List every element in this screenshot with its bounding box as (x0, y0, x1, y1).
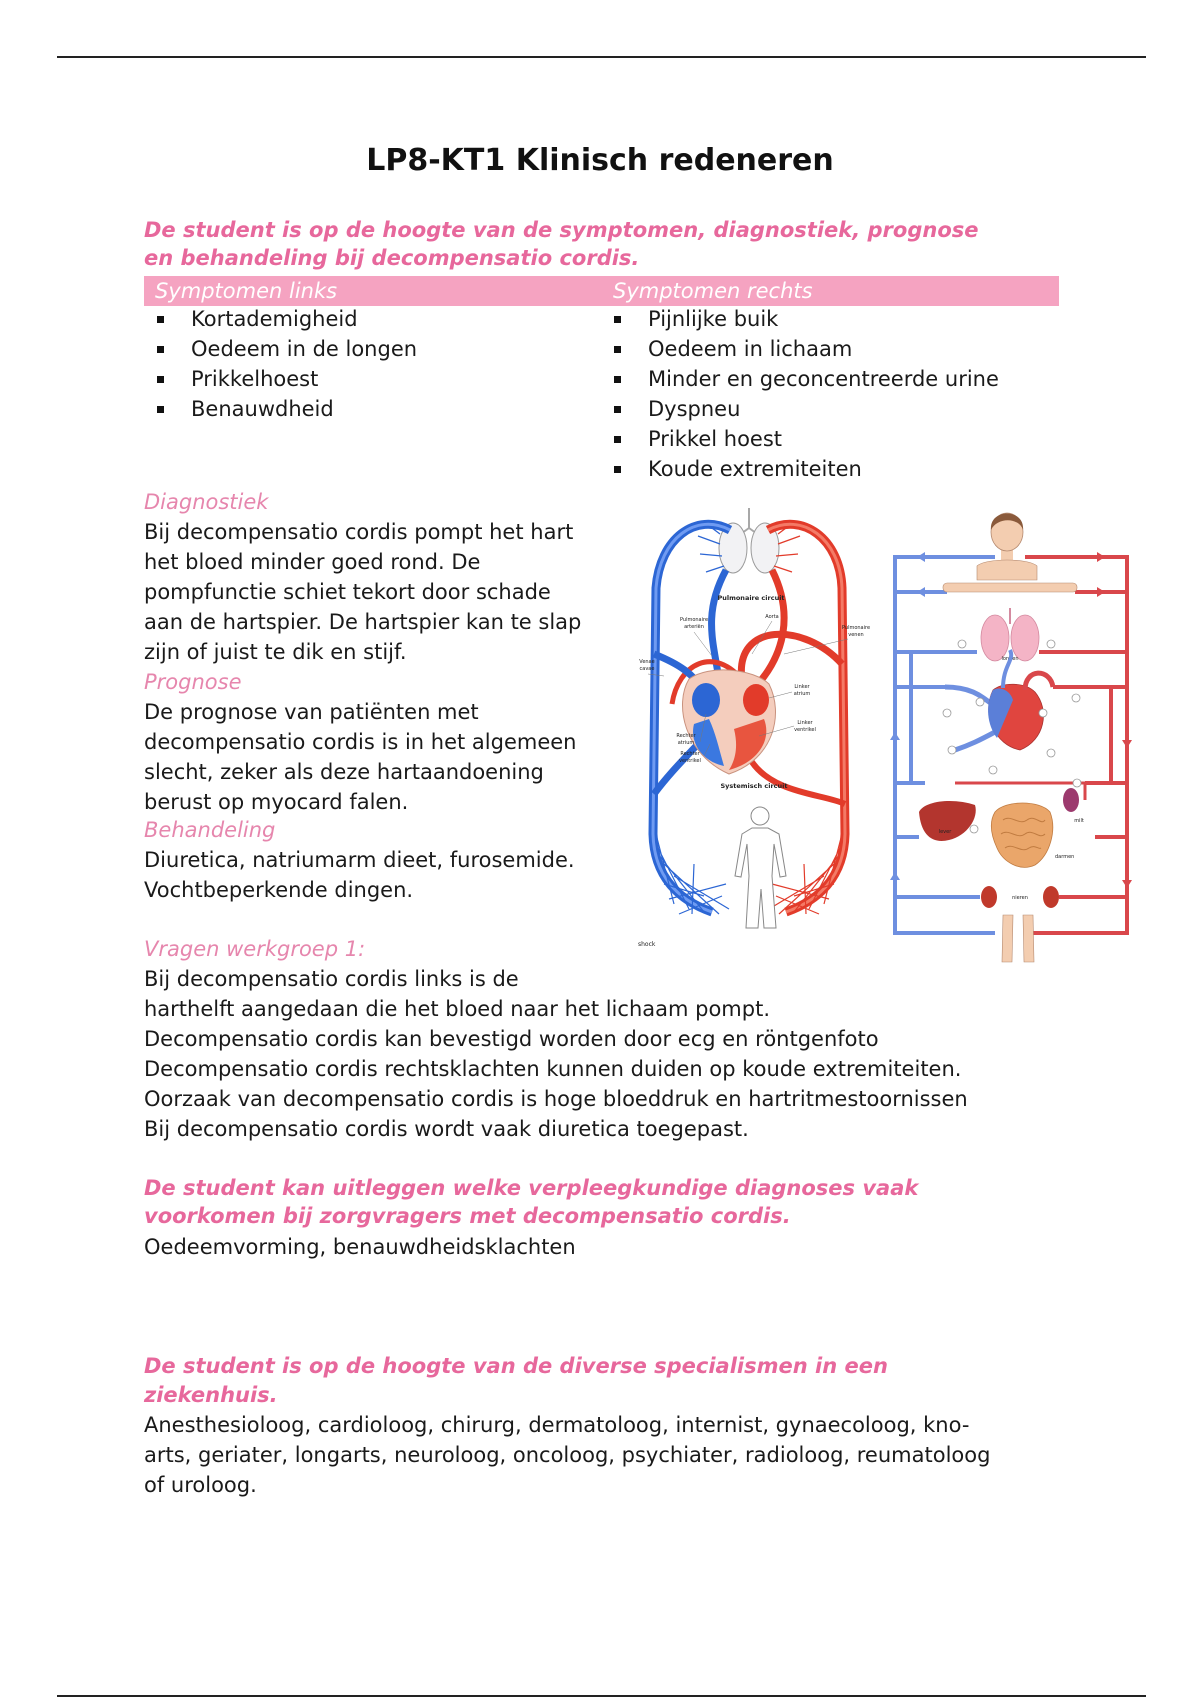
paragraph-line: Bij decompensatio cordis links is de (144, 967, 519, 991)
bullet-icon (614, 376, 621, 383)
bullet-icon (614, 406, 621, 413)
symptoms-header-bar (144, 276, 1059, 306)
section-heading-line: De student is op de hoogte van de diverse specialismen in een (144, 1354, 888, 1378)
paragraph-line: of uroloog. (144, 1473, 257, 1497)
bullet-icon (157, 406, 164, 413)
list-item (157, 334, 417, 364)
organ-label: longen (1001, 656, 1019, 662)
image-credit: shock (638, 941, 656, 948)
subheading: Prognose (144, 670, 242, 694)
section-heading-line: De student kan uitleggen welke verpleegkundige diagnoses vaak (144, 1176, 919, 1200)
diagnostiek-section (144, 487, 581, 667)
page-title: LP8-KT1 Klinisch redeneren (366, 143, 834, 178)
header-rule (57, 56, 1146, 58)
organ-circulation-diagram (885, 500, 1140, 970)
list-item (614, 334, 999, 364)
subheading: Diagnostiek (144, 490, 269, 514)
section-body (144, 1232, 576, 1262)
list-item (157, 304, 417, 334)
symptoms-left-list (157, 304, 417, 424)
diagram-label: ventrikel (794, 727, 816, 733)
diagram-label: Venae (639, 659, 655, 665)
paragraph-line: Bij decompensatio cordis wordt vaak diuretica toegepast. (144, 1117, 749, 1141)
list-item-text: Oedeem in lichaam (648, 337, 853, 361)
list-item (614, 394, 999, 424)
symptoms-right-list (614, 304, 999, 484)
bullet-icon (157, 376, 164, 383)
section-heading (144, 216, 979, 272)
list-item (614, 424, 999, 454)
bullet-icon (614, 346, 621, 353)
section-heading-line: voorkomen bij zorgvragers met decompensatio cordis. (144, 1204, 791, 1228)
paragraph-line: harthelft aangedaan die het bloed naar het lichaam pompt. (144, 997, 770, 1021)
paragraph-line: berust op myocard falen. (144, 790, 409, 814)
diagram-label: Systemisch circuit (720, 782, 788, 790)
human-figure (735, 807, 786, 928)
list-item-text: Prikkelhoest (191, 367, 319, 391)
list-item (614, 304, 999, 334)
circulation-diagram (634, 504, 879, 954)
bullet-icon (157, 346, 164, 353)
paragraph-line: Oedeemvorming, benauwdheidsklachten (144, 1235, 576, 1259)
diagram-label: Linker (797, 720, 813, 726)
organ-label: darmen (1055, 854, 1075, 860)
list-item-text: Minder en geconcentreerde urine (648, 367, 999, 391)
paragraph-line: Vochtbeperkende dingen. (144, 878, 414, 902)
organ-label: nieren (1012, 895, 1028, 901)
list-item-text: Dyspneu (648, 397, 741, 421)
section-body (144, 1410, 990, 1500)
subheading: Behandeling (144, 818, 276, 842)
paragraph-line: het bloed minder goed rond. De (144, 550, 481, 574)
diagram-label: atrium (677, 740, 695, 746)
prognose-section (144, 667, 576, 817)
diagram-label: atrium (793, 691, 811, 697)
list-item-text: Prikkel hoest (648, 427, 783, 451)
diagram-label: Rechter (680, 751, 700, 757)
paragraph-line: Decompensatio cordis kan bevestigd worden door ecg en röntgenfoto (144, 1027, 879, 1051)
section-heading-line: De student is op de hoogte van de symptomen, diagnostiek, prognose (144, 218, 979, 242)
list-item-text: Koude extremiteiten (648, 457, 862, 481)
paragraph-line: Anesthesioloog, cardioloog, chirurg, dermatoloog, internist, gynaecoloog, kno- (144, 1413, 970, 1437)
paragraph-line: Decompensatio cordis rechtsklachten kunnen duiden op koude extremiteiten. (144, 1057, 962, 1081)
behandeling-section (144, 815, 575, 905)
bullet-icon (157, 316, 164, 323)
paragraph-line: Diuretica, natriumarm dieet, furosemide. (144, 848, 575, 872)
diagram-label: arteriën (684, 624, 704, 630)
section-heading (144, 1174, 918, 1230)
capillary-network (698, 522, 800, 572)
section-heading (144, 1352, 888, 1410)
diagram-label: Pulmonaire (841, 625, 871, 631)
paragraph-line: Bij decompensatio cordis pompt het hart (144, 520, 574, 544)
paragraph-line: slecht, zeker als deze hartaandoening (144, 760, 544, 784)
spleen-illustration (1063, 788, 1079, 812)
paragraph-line: pompfunctie schiet tekort door schade (144, 580, 551, 604)
subheading: Vragen werkgroep 1: (144, 937, 366, 961)
paragraph-line: zijn of juist te dik en stijf. (144, 640, 407, 664)
list-item (157, 394, 417, 424)
lungs-illustration (719, 508, 779, 573)
list-item (614, 364, 999, 394)
list-item-text: Kortademigheid (191, 307, 358, 331)
list-item (614, 454, 999, 484)
footer-rule (57, 1695, 1146, 1697)
list-item (157, 364, 417, 394)
diagram-label: Rechter (676, 733, 696, 739)
bullet-icon (614, 466, 621, 473)
paragraph-line: De prognose van patiënten met (144, 700, 479, 724)
paragraph-line: arts, geriater, longarts, neuroloog, oncoloog, psychiater, radioloog, reumatoloog (144, 1443, 991, 1467)
list-item-text: Oedeem in de longen (191, 337, 418, 361)
diagram-label: Linker (794, 684, 810, 690)
symptoms-right-header: Symptomen rechts (613, 279, 813, 303)
organ-label: milt (1074, 818, 1084, 824)
symptoms-left-header: Symptomen links (155, 279, 338, 303)
diagram-label: cavae (639, 666, 655, 672)
section-heading-line: ziekenhuis. (144, 1383, 278, 1407)
organ-label: lever (938, 829, 952, 835)
diagram-label: Aorta (765, 614, 779, 620)
intestines-illustration (991, 803, 1052, 867)
diagram-label: venen (848, 632, 864, 638)
diagram-label: Pulmonaire circuit (717, 594, 785, 602)
vragen-section (144, 934, 968, 1144)
section-heading-line: en behandeling bij decompensatio cordis. (144, 246, 640, 270)
list-item-text: Pijnlijke buik (648, 307, 779, 331)
bullet-icon (614, 436, 621, 443)
paragraph-line: decompensatio cordis is in het algemeen (144, 730, 577, 754)
paragraph-line: aan de hartspier. De hartspier kan te slap (144, 610, 582, 634)
diagram-label: ventrikel (679, 758, 701, 764)
paragraph-line: Oorzaak van decompensatio cordis is hoge bloeddruk en hartritmestoornissen (144, 1087, 968, 1111)
list-item-text: Benauwdheid (191, 397, 334, 421)
bullet-icon (614, 316, 621, 323)
diagram-label: Pulmonaire (679, 617, 709, 623)
heart-illustration (945, 650, 1053, 750)
